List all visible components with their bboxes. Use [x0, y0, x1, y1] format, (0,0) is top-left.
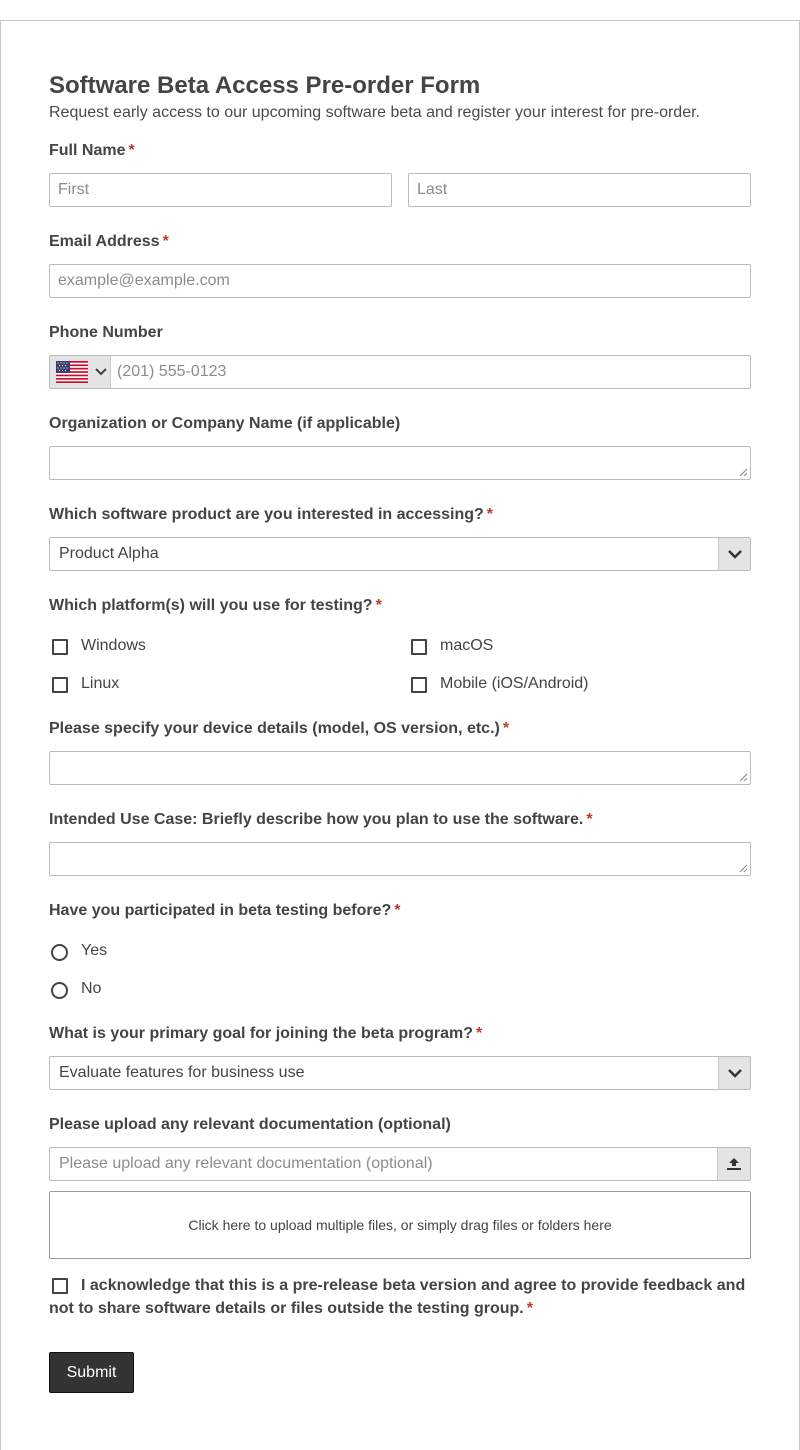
email-input[interactable] — [49, 264, 751, 298]
chevron-down-icon — [95, 368, 107, 376]
dropzone-text: Click here to upload multiple files, or simply drag files or folders here — [188, 1217, 612, 1233]
checkbox-macos[interactable] — [411, 639, 427, 655]
goal-select[interactable] — [49, 1056, 751, 1090]
option-label-linux: Linux — [81, 675, 120, 692]
upload-label: Please upload any relevant documentation (optional) — [49, 1116, 451, 1133]
full-name-label: Full Name * — [49, 142, 135, 159]
phone-placeholder: (201) 555-0123 — [117, 363, 227, 380]
checkbox-mobile[interactable] — [411, 677, 427, 693]
phone-input[interactable] — [49, 355, 751, 389]
option-label-yes: Yes — [81, 942, 108, 959]
upload-button[interactable] — [717, 1148, 750, 1180]
device-details-label: Please specify your device details (model, OS version, etc.) * — [49, 720, 510, 737]
required-mark: * — [486, 506, 493, 523]
platforms-label: Which platform(s) will you use for testing? * — [49, 597, 382, 614]
radio-yes[interactable] — [51, 944, 68, 961]
resize-grip-icon[interactable] — [739, 468, 748, 477]
goal-dropdown-button[interactable] — [718, 1057, 750, 1089]
first-name-input[interactable] — [49, 173, 392, 207]
submit-button[interactable]: Submit — [49, 1352, 134, 1393]
checkbox-linux[interactable] — [52, 677, 68, 693]
phone-label: Phone Number — [49, 324, 163, 341]
email-label: Email Address * — [49, 233, 169, 250]
upload-placeholder: Please upload any relevant documentation (optional) — [59, 1155, 433, 1172]
beta-before-label: Have you participated in beta testing before? * — [49, 902, 401, 919]
required-mark: * — [502, 720, 510, 737]
device-details-textarea[interactable] — [49, 751, 751, 785]
product-dropdown-button[interactable] — [718, 538, 750, 570]
upload-icon — [726, 1157, 742, 1171]
resize-grip-icon[interactable] — [739, 864, 748, 873]
option-label-mobile: Mobile (iOS/Android) — [440, 675, 589, 692]
chevron-down-icon — [728, 1069, 742, 1078]
acknowledgement-label: I acknowledge that this is a pre-release beta version and agree to provide feedback and not to share software details or files outside the testing group. * — [49, 1277, 746, 1317]
required-mark: * — [394, 902, 401, 919]
option-label-macos: macOS — [440, 637, 494, 654]
option-label-windows: Windows — [81, 637, 146, 654]
form-subtitle: Request early access to our upcoming software beta and register your interest for pre-order. — [49, 104, 700, 121]
required-mark: * — [162, 233, 169, 250]
organization-textarea[interactable] — [49, 446, 751, 480]
form-title: Software Beta Access Pre-order Form — [49, 72, 481, 99]
file-dropzone[interactable] — [49, 1191, 751, 1259]
radio-no[interactable] — [51, 982, 68, 999]
upload-input[interactable] — [49, 1147, 751, 1181]
use-case-label: Intended Use Case: Briefly describe how you plan to use the software. * — [49, 811, 593, 828]
required-mark: * — [375, 597, 382, 614]
goal-label: What is your primary goal for joining the beta program? * — [49, 1025, 483, 1042]
required-mark: * — [476, 1025, 483, 1042]
goal-selected-value: Evaluate features for business use — [59, 1064, 305, 1081]
checkbox-windows[interactable] — [52, 639, 68, 655]
country-selector[interactable] — [50, 356, 111, 388]
chevron-down-icon — [728, 550, 742, 559]
last-name-input[interactable] — [408, 173, 751, 207]
us-flag-icon — [56, 361, 88, 383]
required-mark: * — [128, 142, 135, 159]
required-mark: * — [526, 1300, 533, 1317]
use-case-textarea[interactable] — [49, 842, 751, 876]
organization-label: Organization or Company Name (if applicable) — [49, 415, 401, 432]
product-label: Which software product are you interested in accessing? * — [49, 506, 493, 523]
product-select[interactable] — [49, 537, 751, 571]
resize-grip-icon[interactable] — [739, 773, 748, 782]
required-mark: * — [586, 811, 593, 828]
product-selected-value: Product Alpha — [59, 545, 159, 562]
option-label-no: No — [81, 980, 102, 997]
